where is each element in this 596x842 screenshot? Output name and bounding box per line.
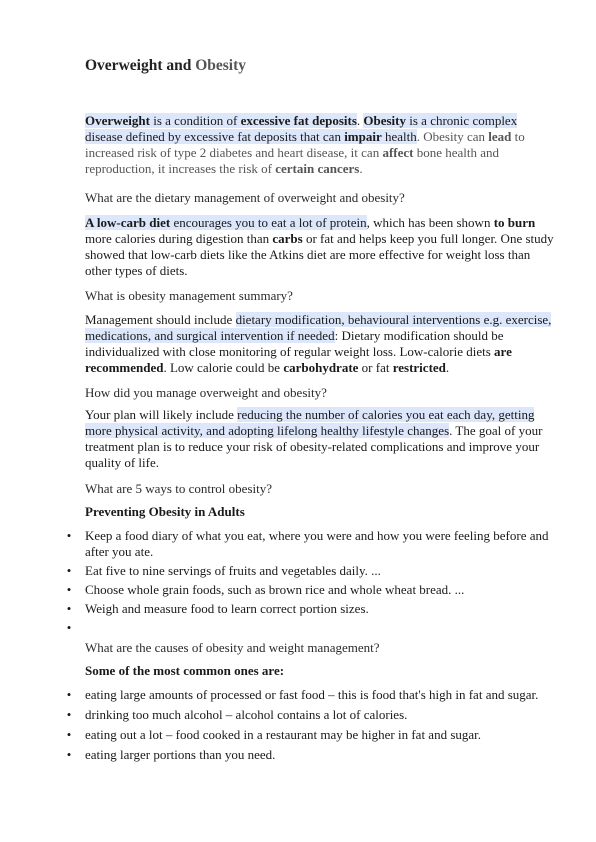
causes-list <box>60 687 555 763</box>
section-heading-causes: Some of the most common ones are: <box>85 663 285 678</box>
term-obesity: Obesity <box>363 113 407 128</box>
question-2: What is obesity management summary? <box>85 288 293 303</box>
intro-paragraph: Overweight is a condition of excessive fat deposits. Obesity is a chronic complex disease defined by excessive fat deposits that can impair health. Obesity can lead to increased risk of type 2 diabetes and heart disease, it can affect bone health and reproduction, it increases the risk of certain cancers. <box>85 113 525 176</box>
page-title <box>85 58 246 74</box>
answer-1: A low-carb diet encourages you to eat a lot of protein, which has been shown to burn more calories during digestion than carbs or fat and helps keep you full longer. One study showed that low-carb diets like the Atkins diet are more effective for weight loss than other types of diets. <box>85 215 554 278</box>
question-5: What are the causes of obesity and weight management? <box>85 640 380 655</box>
list-item: • drinking too much alcohol – alcohol contains a lot of calories. <box>66 707 408 722</box>
question-1: What are the dietary management of overweight and obesity? <box>85 190 405 205</box>
title-part1: Overweight and <box>85 57 196 74</box>
list-item-empty: • <box>66 620 72 635</box>
list-item: • eating large amounts of processed or fast food – this is food that's high in fat and sugar. <box>66 687 539 702</box>
prevention-list <box>60 528 555 636</box>
list-item: • Choose whole grain foods, such as brown rice and whole wheat bread. ... <box>66 582 465 597</box>
list-item: • Weigh and measure food to learn correct portion sizes. <box>66 601 369 616</box>
question-3: How did you manage overweight and obesity? <box>85 385 327 400</box>
list-item: • eating out a lot – food cooked in a restaurant may be higher in fat and sugar. <box>66 727 482 742</box>
list-item: • Keep a food diary of what you eat, where you were and how you were feeling before and after you ate. <box>66 528 549 559</box>
answer-3: Your plan will likely include reducing the number of calories you eat each day, getting more physical activity, and adopting lifelong healthy lifestyle changes. The goal of your treatment plan is to reduce your risk of obesity-related complications and improve your quality of life. <box>85 407 543 470</box>
list-item: • Eat five to nine servings of fruits and vegetables daily. ... <box>66 563 381 578</box>
question-4: What are 5 ways to control obesity? <box>85 481 272 496</box>
answer-2: Management should include dietary modification, behavioural interventions e.g. exercise, medications, and surgical intervention if needed: Dietary modification should be individualized with close monitoring of regular weight loss. Low-calorie diets are recommended. Low calorie could be carbohydrate or fat restricted. <box>85 312 552 375</box>
section-heading-preventing: Preventing Obesity in Adults <box>85 504 245 519</box>
list-item: • eating larger portions than you need. <box>66 747 276 762</box>
title-part2: Obesity <box>195 57 247 74</box>
term-overweight: Overweight <box>85 113 150 128</box>
